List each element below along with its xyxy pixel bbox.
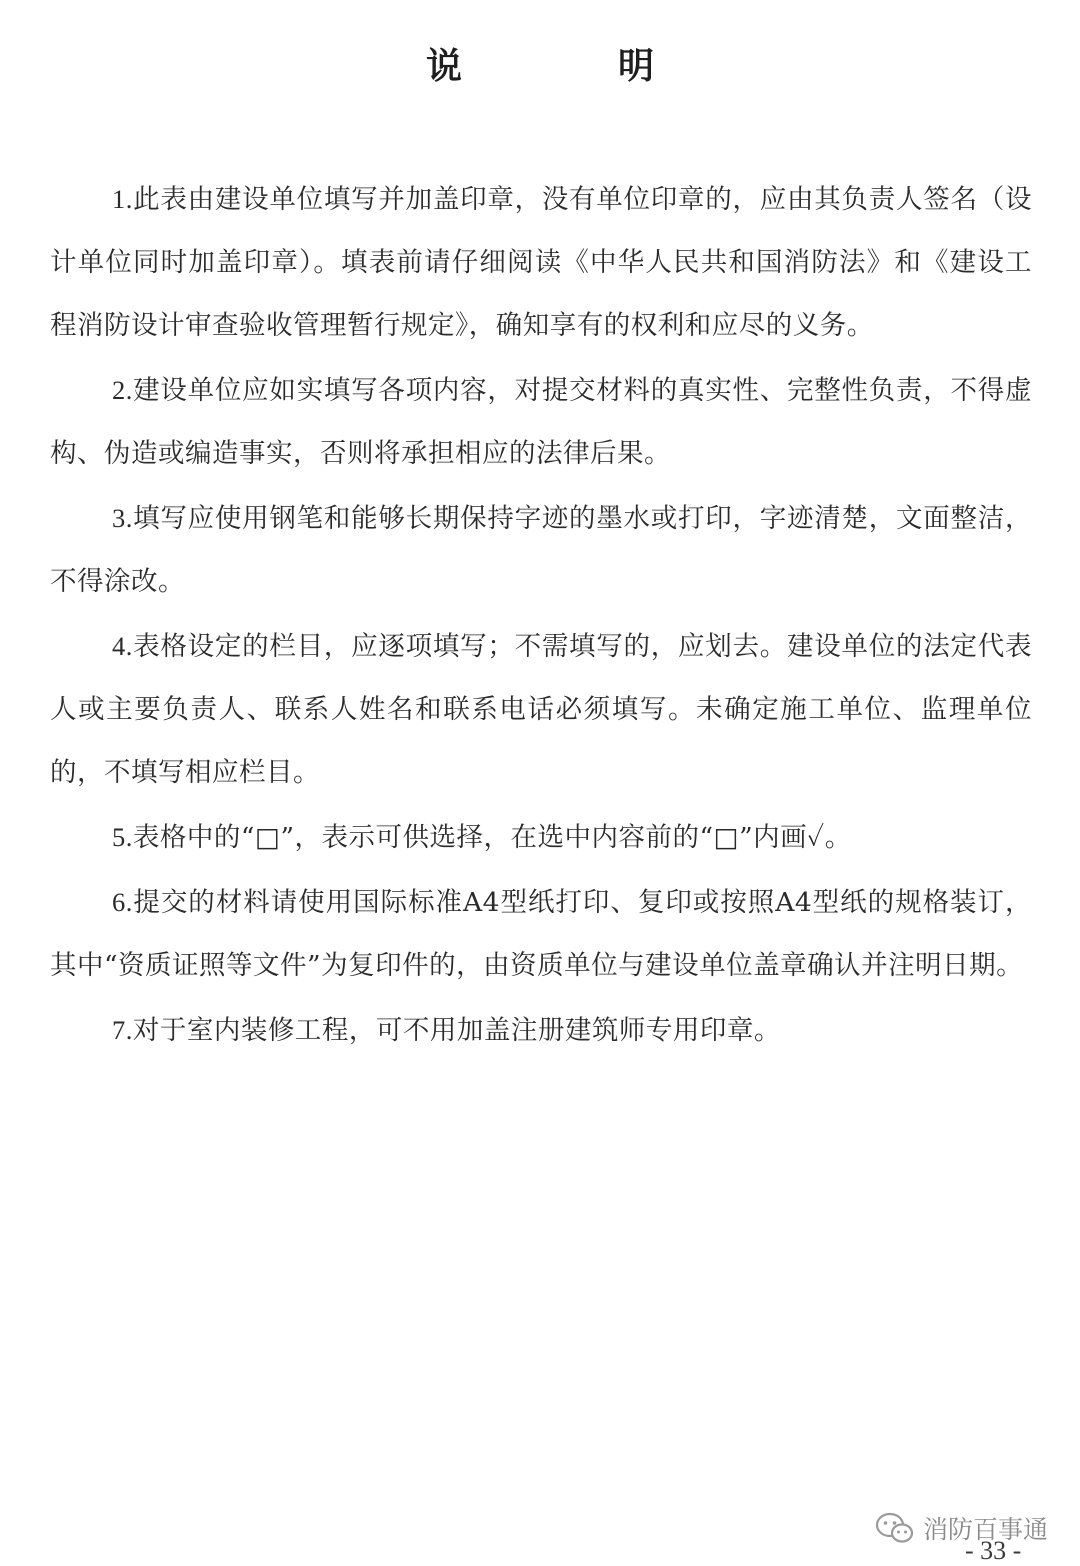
page-title: 说 明 (425, 46, 714, 87)
item-number: 5. (112, 822, 133, 852)
item-number: 7. (112, 1015, 133, 1045)
item-text: 表格设定的栏目，应逐项填写；不需填写的，应划去。建设单位的法定代表人或主要负责人、联系人姓名和联系电话必须填写。未确定施工单位、监理单位的，不填写相应栏目。 (50, 631, 1032, 788)
source-watermark (875, 1508, 1048, 1548)
item-text: 此表由建设单位填写并加盖印章，没有单位印章的，应由其负责人签名（设计单位同时加盖印章）。填表前请仔细阅读《中华人民共和国消防法》和《建设工程消防设计审查验收管理暂行规定》，确知享有的权利和应尽的义务。 (50, 184, 1032, 341)
list-item (50, 487, 1032, 613)
instructions-list (50, 168, 1032, 1064)
wechat-icon (875, 1511, 915, 1545)
item-text: 填写应使用钢笔和能够长期保持字迹的墨水或打印，字迹清楚，文面整洁，不得涂改。 (50, 503, 1032, 597)
list-item (50, 359, 1032, 485)
page-number: - 33 - (965, 1536, 1022, 1565)
list-item (50, 806, 1032, 869)
item-number: 1. (112, 184, 133, 214)
item-number: 6. (112, 887, 133, 917)
item-text: 建设单位应如实填写各项内容，对提交材料的真实性、完整性负责，不得虚构、伪造或编造事实，否则将承担相应的法律后果。 (50, 375, 1032, 469)
list-item (50, 871, 1032, 997)
item-number: 2. (112, 375, 133, 405)
item-text: 表格中的“□”，表示可供选择，在选中内容前的“□”内画✓。 (132, 822, 852, 853)
list-item (50, 999, 1032, 1062)
item-number: 4. (112, 631, 133, 661)
item-number: 3. (112, 503, 133, 533)
list-item (50, 615, 1032, 804)
watermark-text: 消防百事通 (922, 1515, 1048, 1544)
item-text: 提交的材料请使用国际标准A4型纸打印、复印或按照A4型纸的规格装订，其中“资质证照等文件”为复印件的，由资质单位与建设单位盖章确认并注明日期。 (50, 887, 1032, 981)
item-text: 对于室内装修工程，可不用加盖注册建筑师专用印章。 (132, 1015, 781, 1046)
list-item (50, 168, 1032, 357)
